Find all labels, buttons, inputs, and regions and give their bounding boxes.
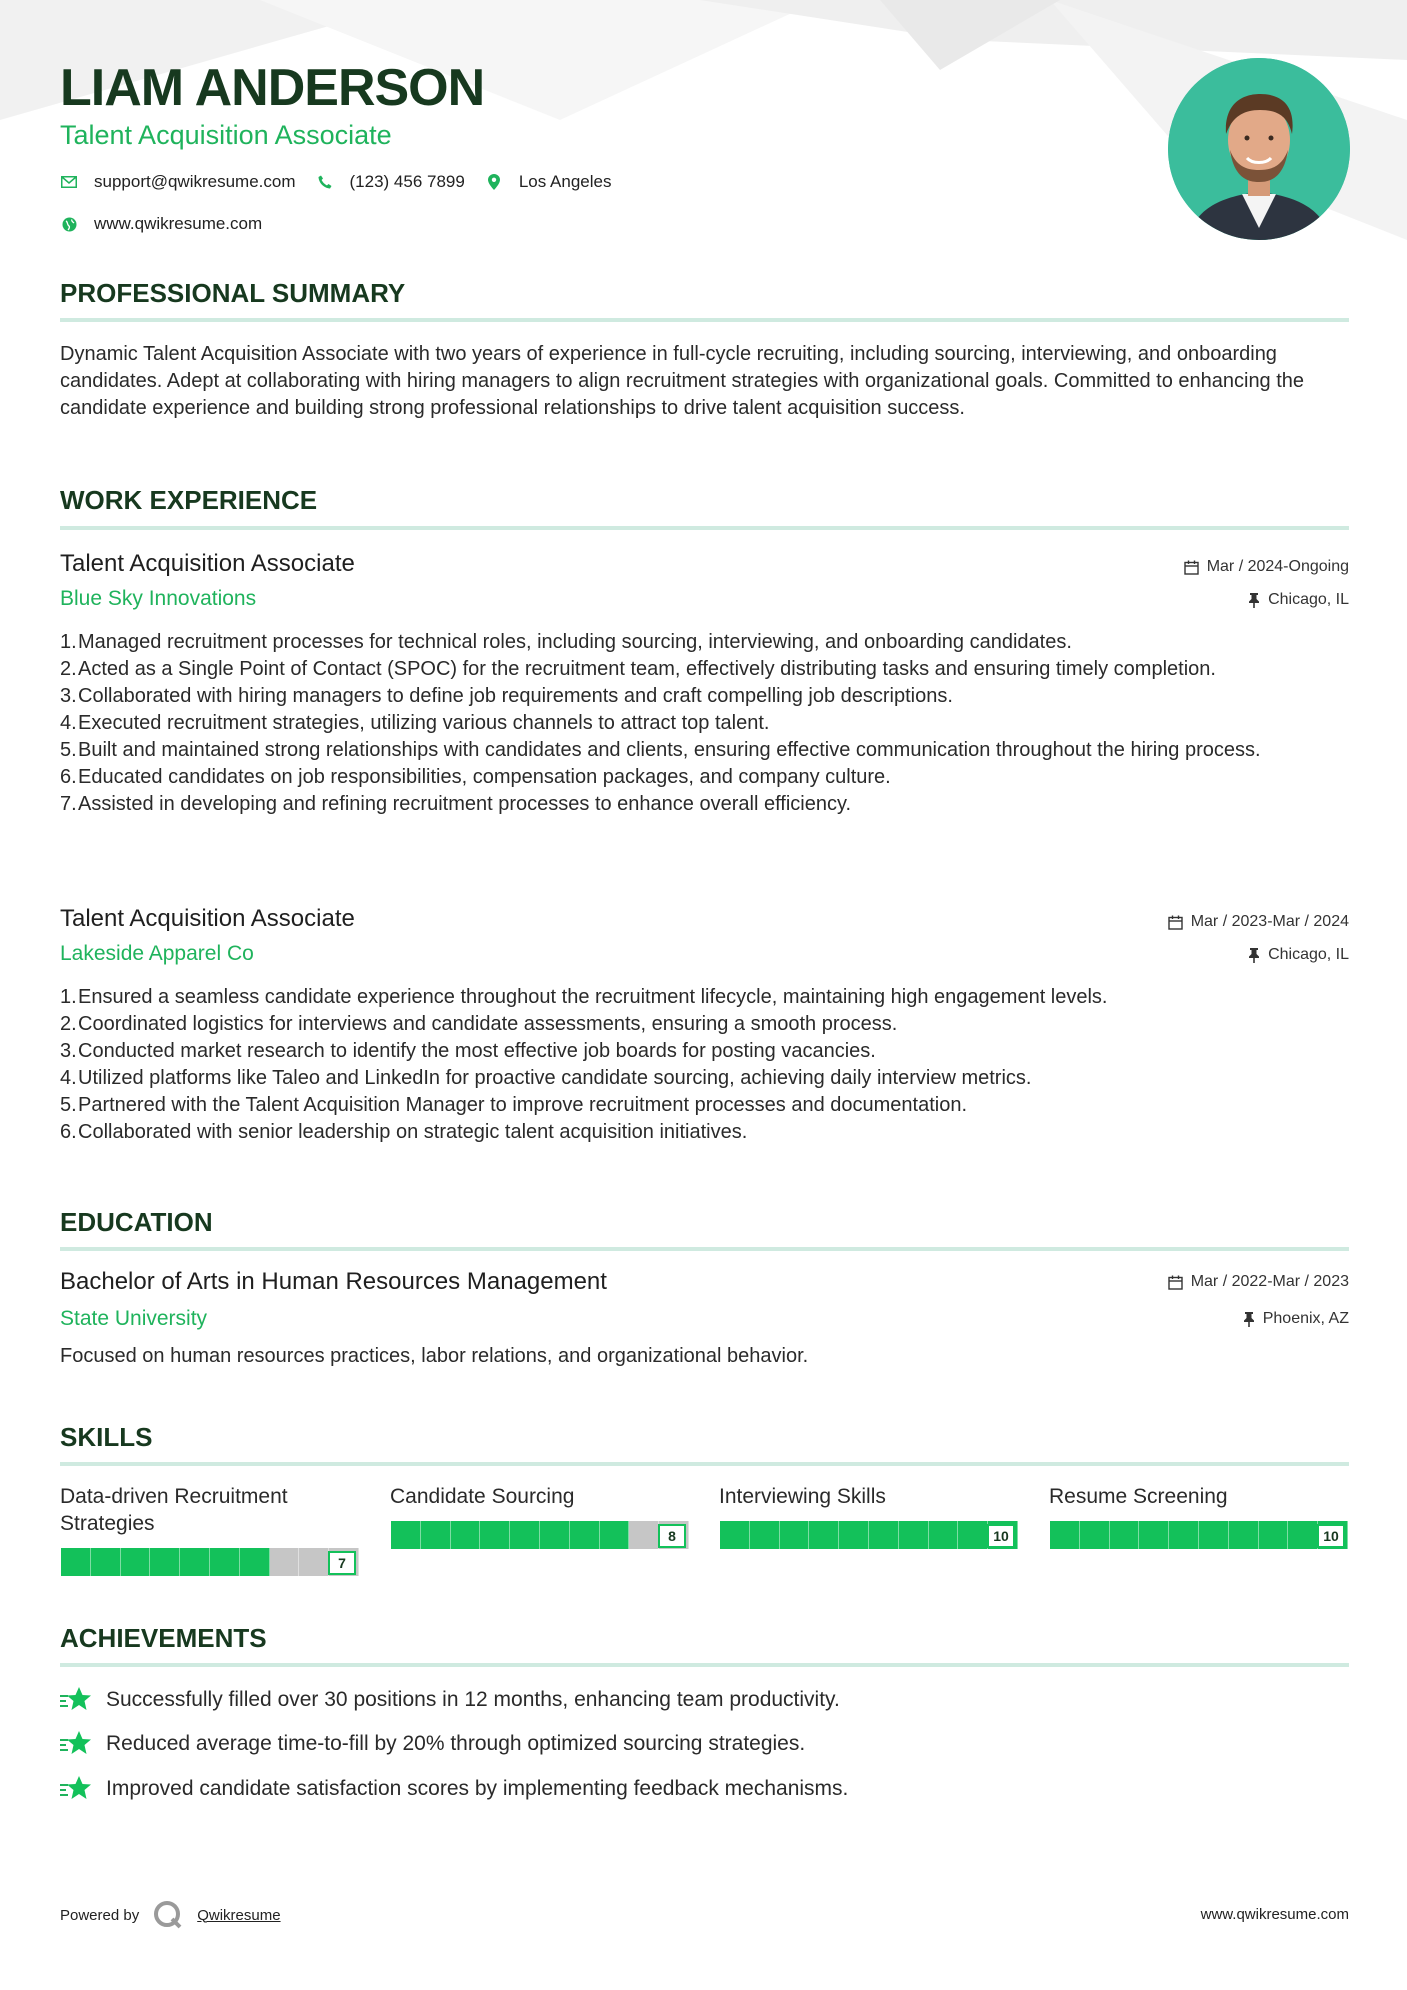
skill-bar-segment <box>929 1521 959 1549</box>
skill-bar-segment <box>150 1548 180 1576</box>
envelope-icon <box>60 173 78 191</box>
skill-bar-segment <box>629 1521 659 1549</box>
skill-item <box>719 1483 1019 1550</box>
job-title: Talent Acquisition Associate <box>60 550 355 577</box>
skill-bar-segment <box>421 1521 451 1549</box>
list-item: 7. Assisted in developing and refining recruitment processes to enhance overall efficiency. <box>60 793 852 815</box>
section-title-skills: SKILLS <box>60 1422 153 1452</box>
list-item: 5. Built and maintained strong relationships with candidates and clients, ensuring effective communication throughout the hiring process. <box>60 739 1261 761</box>
skill-bar-segment <box>91 1548 121 1576</box>
degree-title: Bachelor of Arts in Human Resources Management <box>60 1268 607 1295</box>
skill-bar-segment <box>240 1548 270 1576</box>
profile-photo <box>1168 58 1350 240</box>
job-title: Talent Acquisition Associate <box>60 905 355 932</box>
skill-bar-segment <box>1169 1521 1199 1549</box>
skill-bar-segment <box>1259 1521 1289 1549</box>
powered-by-label: Powered by <box>60 1906 140 1924</box>
star-badge-icon <box>60 1684 92 1716</box>
section-divider <box>60 1247 1349 1251</box>
skill-bar-segment <box>750 1521 780 1549</box>
list-item: 6. Collaborated with senior leadership on strategic talent acquisition initiatives. <box>60 1121 748 1143</box>
skill-item <box>1049 1483 1349 1550</box>
education-dates <box>1168 1273 1349 1291</box>
skill-bar-segment <box>720 1521 750 1549</box>
skill-score: 10 <box>987 1524 1015 1548</box>
skill-name: Candidate Sourcing <box>390 1485 575 1508</box>
company-name: Blue Sky Innovations <box>60 587 257 610</box>
skill-bar-segment <box>510 1521 540 1549</box>
skill-bar-segment <box>1199 1521 1229 1549</box>
skill-bar <box>1049 1520 1349 1550</box>
calendar-icon <box>1168 915 1183 930</box>
skill-bar-segment <box>451 1521 481 1549</box>
section-divider <box>60 1462 1349 1466</box>
skill-bar-segment <box>480 1521 510 1549</box>
location-text: Los Angeles <box>518 172 612 191</box>
job-dates-text: Mar / 2023-Mar / 2024 <box>1190 913 1349 930</box>
achievement-item <box>60 1684 840 1716</box>
candidate-name: LIAM ANDERSON <box>60 59 485 117</box>
skill-item <box>390 1483 690 1550</box>
skill-bar-segment <box>780 1521 810 1549</box>
list-item: 6. Educated candidates on job responsibilities, compensation packages, and company culture. <box>60 766 891 788</box>
list-item: 1. Managed recruitment processes for technical roles, including sourcing, interviewing, and onboarding candidates. <box>60 631 1072 653</box>
list-item: 4. Executed recruitment strategies, utilizing various channels to attract top talent. <box>60 712 770 734</box>
skill-bar-segment <box>869 1521 899 1549</box>
skill-name: Resume Screening <box>1049 1485 1228 1508</box>
list-item: 3. Collaborated with hiring managers to define job requirements and craft compelling job descriptions. <box>60 685 953 707</box>
section-title-summary: PROFESSIONAL SUMMARY <box>60 278 406 308</box>
contact-phone[interactable] <box>316 172 465 192</box>
list-item: 1. Ensured a seamless candidate experience throughout the recruitment lifecycle, maintaining high engagement levels. <box>60 986 1108 1008</box>
skill-bar-segment <box>210 1548 240 1576</box>
section-title-achievements: ACHIEVEMENTS <box>60 1623 267 1653</box>
skill-bar-segment <box>1229 1521 1259 1549</box>
skill-item <box>60 1483 360 1577</box>
list-item: 3. Conducted market research to identify the most effective job boards for posting vacancies. <box>60 1040 876 1062</box>
skill-bar-segment <box>1288 1521 1318 1549</box>
job-dates-text: Mar / 2024-Ongoing <box>1206 558 1349 575</box>
pushpin-icon <box>1243 1312 1255 1327</box>
list-item: 4. Utilized platforms like Taleo and LinkedIn for proactive candidate sourcing, achieving daily interview metrics. <box>60 1067 1032 1089</box>
achievement-text: Improved candidate satisfaction scores by implementing feedback mechanisms. <box>106 1777 849 1800</box>
contact-email[interactable] <box>60 172 296 192</box>
section-divider <box>60 1663 1349 1667</box>
qwikresume-link[interactable]: Qwikresume <box>197 1906 281 1924</box>
section-divider <box>60 318 1349 322</box>
skill-bar-segment <box>958 1521 988 1549</box>
job-dates <box>1168 913 1349 931</box>
skill-score: 8 <box>658 1524 686 1548</box>
job-location-text: Chicago, IL <box>1268 946 1349 963</box>
phone-icon <box>316 173 334 191</box>
list-item: 5. Partnered with the Talent Acquisition Manager to improve recruitment processes and documentation. <box>60 1094 968 1116</box>
skill-bar-segment <box>61 1548 91 1576</box>
education-location-text: Phoenix, AZ <box>1262 1310 1349 1327</box>
section-title-education: EDUCATION <box>60 1207 213 1237</box>
achievement-text: Successfully filled over 30 positions in 12 months, enhancing team productivity. <box>106 1688 840 1711</box>
skill-bar-segment <box>121 1548 151 1576</box>
skill-score: 7 <box>328 1551 356 1575</box>
skill-bar-segment <box>1139 1521 1169 1549</box>
skill-bar-segment <box>899 1521 929 1549</box>
school-name: State University <box>60 1307 208 1330</box>
skill-name: Data-driven Recruitment Strategies <box>60 1485 288 1535</box>
qwikresume-logo-icon <box>153 1900 183 1930</box>
section-divider <box>60 526 1349 530</box>
list-item: 2. Acted as a Single Point of Contact (SPOC) for the recruitment team, effectively distributing tasks and ensuring timely completion. <box>60 658 1216 680</box>
calendar-icon <box>1168 1275 1183 1290</box>
skill-bar-segment <box>809 1521 839 1549</box>
website-text: www.qwikresume.com <box>94 214 263 233</box>
skill-bar-segment <box>1080 1521 1110 1549</box>
skill-bar-segment <box>600 1521 630 1549</box>
skill-bar-segment <box>299 1548 329 1576</box>
footer-url[interactable]: www.qwikresume.com <box>1200 1906 1349 1923</box>
skill-bar-segment <box>1110 1521 1140 1549</box>
pushpin-icon <box>1248 948 1260 963</box>
job-dates <box>1184 558 1349 576</box>
footer-powered-by <box>60 1900 281 1930</box>
email-text: support@qwikresume.com <box>94 172 296 191</box>
education-dates-text: Mar / 2022-Mar / 2023 <box>1190 1273 1349 1290</box>
contact-row <box>60 172 631 192</box>
job-location <box>1248 946 1349 964</box>
skill-score: 10 <box>1317 1524 1345 1548</box>
job-location <box>1248 591 1349 609</box>
contact-website[interactable] <box>60 214 262 234</box>
skill-name: Interviewing Skills <box>719 1485 886 1508</box>
job-bullets <box>60 984 1349 1146</box>
job-location-text: Chicago, IL <box>1268 591 1349 608</box>
section-title-experience: WORK EXPERIENCE <box>60 485 318 515</box>
education-location <box>1243 1310 1349 1328</box>
education-description: Focused on human resources practices, labor relations, and organizational behavior. <box>60 1345 809 1367</box>
job-bullets <box>60 629 1349 818</box>
contact-location <box>485 172 612 192</box>
map-pin-icon <box>485 173 503 191</box>
skill-bar-segment <box>540 1521 570 1549</box>
skill-bar-segment <box>270 1548 300 1576</box>
skill-bar-segment <box>391 1521 421 1549</box>
skill-bar-segment <box>1050 1521 1080 1549</box>
skill-bar-segment <box>180 1548 210 1576</box>
company-name: Lakeside Apparel Co <box>60 942 254 965</box>
achievement-item <box>60 1773 848 1805</box>
contact-row-website <box>60 214 282 234</box>
skill-bar <box>60 1547 360 1577</box>
summary-text: Dynamic Talent Acquisition Associate with two years of experience in full-cycle recruiting, including sourcing, interviewing, and onboarding candidates. Adept at collaborating with hiring managers to align recruitment strategies with organizational goals. Committed to enhancing the candidate experience and building strong professional relationships to drive talent acquisition success. <box>60 343 1305 419</box>
achievement-item <box>60 1728 805 1760</box>
star-badge-icon <box>60 1728 92 1760</box>
calendar-icon <box>1184 560 1199 575</box>
candidate-role: Talent Acquisition Associate <box>60 120 392 150</box>
achievement-text: Reduced average time-to-fill by 20% through optimized sourcing strategies. <box>106 1732 806 1755</box>
skill-bar <box>719 1520 1019 1550</box>
skill-bar-segment <box>839 1521 869 1549</box>
skill-bar-segment <box>570 1521 600 1549</box>
skill-bar <box>390 1520 690 1550</box>
phone-text: (123) 456 7899 <box>349 172 465 191</box>
list-item: 2. Coordinated logistics for interviews and candidate assessments, ensuring a smooth process. <box>60 1013 898 1035</box>
pushpin-icon <box>1248 593 1260 608</box>
globe-icon <box>60 215 78 233</box>
star-badge-icon <box>60 1773 92 1805</box>
